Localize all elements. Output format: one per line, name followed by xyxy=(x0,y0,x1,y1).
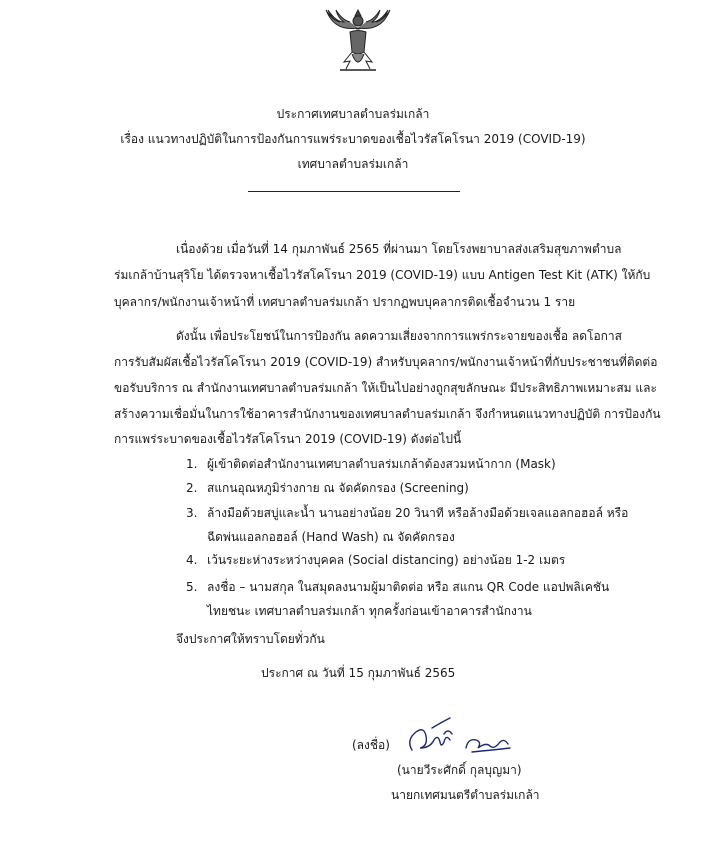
list-item-text: สแกนอุณหภูมิร่างกาย ณ จัดคัดกรอง (Screening) xyxy=(207,481,469,495)
list-item-number: 4. xyxy=(186,553,198,567)
paragraph-line: สร้างความเชื่อมั่นในการใช้อาคารสำนักงานของเทศบาลตำบลร่มเกล้า จึงกำหนดแนวทางปฏิบัติ การป้องกัน xyxy=(114,407,661,421)
list-item-text: ฉีดพ่นแอลกอฮอล์ (Hand Wash) ณ จัดคัดกรอง xyxy=(207,530,455,544)
garuda-emblem-icon xyxy=(318,4,398,78)
announcement-issuer: เทศบาลตำบลร่มเกล้า xyxy=(297,157,409,171)
signer-name: (นายวีระศักดิ์ กุลบุญมา) xyxy=(397,763,522,777)
paragraph-line: ดังนั้น เพื่อประโยชน์ในการป้องกัน ลดความเสี่ยงจากการแพร่กระจายของเชื้อ ลดโอกาส xyxy=(176,329,622,343)
paragraph-line: ร่มเกล้าบ้านสุริโย ได้ตรวจหาเชื้อไวรัสโคโรนา 2019 (COVID-19) แบบ Antigen Test Kit (ATK) ให้กับ xyxy=(114,268,651,282)
list-item-number: 2. xyxy=(186,481,198,495)
list-item-text: ผู้เข้าติดต่อสำนักงานเทศบาลตำบลร่มเกล้าต้องสวมหน้ากาก (Mask) xyxy=(207,457,556,471)
list-item-text: เว้นระยะห่างระหว่างบุคคล (Social distancing) อย่างน้อย 1-2 เมตร xyxy=(207,553,566,567)
signer-position: นายกเทศมนตรีตำบลร่มเกล้า xyxy=(391,788,540,802)
sign-label: (ลงชื่อ) xyxy=(352,738,390,752)
list-item-number: 5. xyxy=(186,580,198,594)
paragraph-line: การแพร่ระบาดของเชื้อไวรัสโคโรนา 2019 (COVID-19) ดังต่อไปนี้ xyxy=(114,432,462,446)
paragraph-line: การรับสัมผัสเชื้อไวรัสโคโรนา 2019 (COVID-19) สำหรับบุคลากร/พนักงานเจ้าหน้าที่กับประชาชนที่ติดต่อ xyxy=(114,355,658,369)
header-divider xyxy=(248,191,460,192)
list-item-text: ไทยชนะ เทศบาลตำบลร่มเกล้า ทุกครั้งก่อนเข้าอาคารสำนักงาน xyxy=(207,604,532,618)
paragraph-line: บุคลากร/พนักงานเจ้าหน้าที่ เทศบาลตำบลร่มเกล้า ปรากฏพบบุคลากรติดเชื้อจำนวน 1 ราย xyxy=(114,295,576,309)
list-item-number: 1. xyxy=(186,457,198,471)
list-item-text: ล้างมือด้วยสบู่และน้ำ นานอย่างน้อย 20 วินาที หรือล้างมือด้วยเจลแอลกอฮอล์ หรือ xyxy=(207,506,629,520)
announcement-date: ประกาศ ณ วันที่ 15 กุมภาพันธ์ 2565 xyxy=(261,666,456,680)
paragraph-line: ขอรับบริการ ณ สำนักงานเทศบาลตำบลร่มเกล้า ให้เป็นไปอย่างถูกสุขลักษณะ มีประสิทธิภาพเหมาะสม และ xyxy=(114,381,657,395)
paragraph-line: เนื่องด้วย เมื่อวันที่ 14 กุมภาพันธ์ 2565 ที่ผ่านมา โดยโรงพยาบาลส่งเสริมสุขภาพตำบล xyxy=(176,242,622,256)
list-item-text: ลงชื่อ – นามสกุล ในสมุดลงนามผู้มาติดต่อ หรือ สแกน QR Code แอปพลิเคชัน xyxy=(207,580,610,594)
handwritten-signature-icon xyxy=(402,716,520,758)
closing-statement: จึงประกาศให้ทราบโดยทั่วกัน xyxy=(176,632,325,646)
announcement-title: ประกาศเทศบาลตำบลร่มเกล้า xyxy=(276,107,430,121)
list-item-number: 3. xyxy=(186,506,198,520)
announcement-subject: เรื่อง แนวทางปฏิบัติในการป้องกันการแพร่ระบาดของเชื้อไวรัสโคโรนา 2019 (COVID-19) xyxy=(120,132,586,146)
